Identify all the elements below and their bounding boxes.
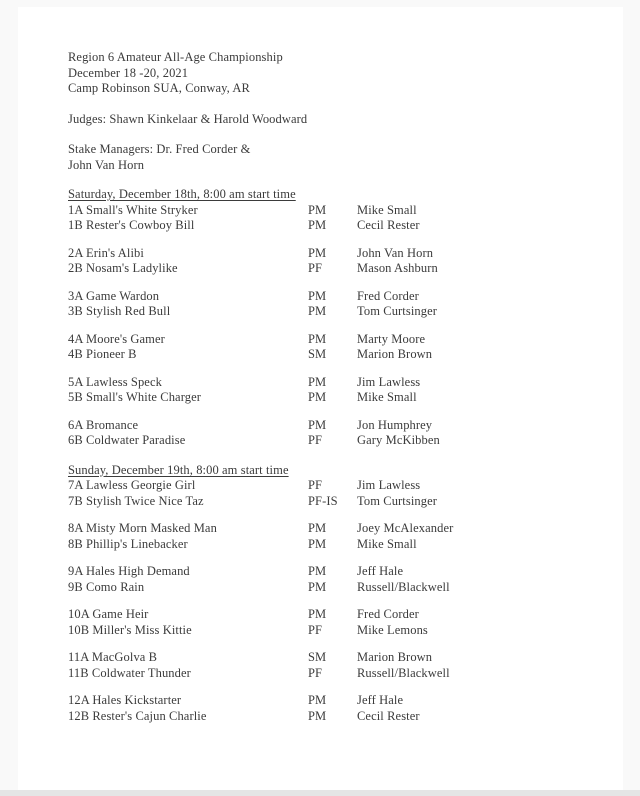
entry-group: [68, 564, 605, 595]
entry-code: PM: [308, 417, 327, 432]
entry-handler: Jeff Hale: [357, 693, 404, 707]
stake-managers-line-1: Stake Managers: Dr. Fred Corder &: [68, 142, 251, 156]
entry-name: 4A Moore's Gamer: [68, 331, 165, 346]
entry-code: PM: [308, 390, 327, 404]
entry-name: 1B Rester's Cowboy Bill: [68, 218, 195, 232]
schedule-section: [68, 463, 605, 725]
entry-handler: Cecil Rester: [357, 708, 420, 723]
doc-location: Camp Robinson SUA, Conway, AR: [68, 81, 250, 95]
entry-handler: John Van Horn: [357, 245, 434, 260]
entry-handler: Mike Lemons: [357, 622, 428, 637]
judges-line: Judges: Shawn Kinkelaar & Harold Woodward: [68, 111, 308, 126]
doc-dates: December 18 -20, 2021: [68, 65, 189, 80]
entry-row: [68, 289, 605, 305]
entry-row: [68, 347, 605, 363]
entry-name: 2A Erin's Alibi: [68, 245, 144, 260]
entry-name: 6B Coldwater Paradise: [68, 433, 186, 447]
entry-handler: Russell/Blackwell: [357, 665, 450, 680]
entry-group: [68, 332, 605, 363]
entry-row: [68, 418, 605, 434]
entry-code: PM: [308, 304, 327, 318]
entry-handler: Mason Ashburn: [357, 261, 438, 275]
entry-group: [68, 607, 605, 638]
entry-code: PM: [308, 218, 327, 232]
entry-row: [68, 650, 605, 666]
entry-handler: Russell/Blackwell: [357, 579, 450, 594]
section-heading: Saturday, December 18th, 8:00 am start time: [68, 187, 296, 201]
entry-code: SM: [308, 650, 327, 664]
entry-row: [68, 375, 605, 391]
entry-name: 11A MacGolva B: [68, 650, 158, 664]
entry-row: [68, 564, 605, 580]
entry-name: 10B Miller's Miss Kittie: [68, 622, 192, 637]
entry-group: [68, 203, 605, 234]
entry-group: [68, 478, 605, 509]
entry-code: PF: [308, 622, 323, 637]
section-groups: [68, 203, 605, 449]
entry-name: 9B Como Rain: [68, 579, 145, 594]
entry-code: PM: [308, 521, 327, 535]
entry-handler: Jim Lawless: [357, 374, 421, 389]
entry-handler: Fred Corder: [357, 288, 419, 303]
entry-row: [68, 693, 605, 709]
entry-row: [68, 203, 605, 219]
entry-name: 6A Bromance: [68, 417, 139, 432]
entry-code: PM: [308, 693, 327, 707]
document-content: [18, 7, 623, 724]
entry-name: 8B Phillip's Linebacker: [68, 536, 188, 551]
entry-row: [68, 433, 605, 449]
entry-handler: Mike Small: [357, 390, 417, 404]
entry-code: PF: [308, 478, 323, 492]
entry-row: [68, 666, 605, 682]
entry-name: 3A Game Wardon: [68, 288, 160, 303]
entry-row: [68, 304, 605, 320]
entry-code: PM: [308, 564, 327, 578]
entry-code: PM: [308, 288, 327, 303]
entry-code: PM: [308, 202, 327, 217]
entry-row: [68, 607, 605, 623]
entry-name: 7A Lawless Georgie Girl: [68, 478, 196, 492]
entry-name: 4B Pioneer B: [68, 347, 137, 361]
entry-group: [68, 521, 605, 552]
schedule-section: [68, 187, 605, 449]
entry-group: [68, 375, 605, 406]
entry-row: [68, 580, 605, 596]
entry-code: PF: [308, 665, 323, 680]
entry-row: [68, 537, 605, 553]
entry-row: [68, 478, 605, 494]
entry-name: 2B Nosam's Ladylike: [68, 261, 178, 275]
schedule: [68, 187, 605, 724]
entry-code: PM: [308, 245, 327, 260]
entry-name: 5B Small's White Charger: [68, 390, 201, 404]
spacer: [68, 127, 605, 142]
entry-handler: Cecil Rester: [357, 218, 420, 232]
entry-name: 3B Stylish Red Bull: [68, 304, 171, 318]
entry-name: 1A Small's White Stryker: [68, 202, 198, 217]
entry-name: 12A Hales Kickstarter: [68, 693, 182, 707]
entry-handler: Fred Corder: [357, 607, 419, 621]
entry-code: PM: [308, 579, 327, 594]
entry-handler: Joey McAlexander: [357, 521, 454, 535]
entry-row: [68, 390, 605, 406]
entry-row: [68, 521, 605, 537]
entry-row: [68, 246, 605, 262]
entry-code: PF: [308, 433, 323, 447]
entry-group: [68, 246, 605, 277]
entry-code: PM: [308, 708, 327, 723]
entry-code: SM: [308, 347, 327, 361]
doc-title: Region 6 Amateur All-Age Championship: [68, 50, 283, 64]
entry-row: [68, 218, 605, 234]
entry-row: [68, 709, 605, 725]
entry-code: PM: [308, 536, 327, 551]
entry-name: 12B Rester's Cajun Charlie: [68, 708, 207, 723]
entry-handler: Tom Curtsinger: [357, 304, 438, 318]
entry-handler: Tom Curtsinger: [357, 493, 438, 508]
entry-group: [68, 418, 605, 449]
entry-handler: Mike Small: [357, 202, 417, 217]
entry-name: 5A Lawless Speck: [68, 374, 162, 389]
document-page: [18, 7, 623, 790]
entry-row: [68, 623, 605, 639]
entry-handler: Gary McKibben: [357, 433, 440, 447]
entry-handler: Mike Small: [357, 536, 417, 551]
entry-group: [68, 650, 605, 681]
entry-handler: Jeff Hale: [357, 564, 404, 578]
entry-handler: Jon Humphrey: [357, 417, 433, 432]
entry-code: PM: [308, 607, 327, 621]
entry-code: PM: [308, 374, 327, 389]
entry-name: 8A Misty Morn Masked Man: [68, 521, 217, 535]
entry-handler: Marion Brown: [357, 347, 433, 361]
entry-name: 11B Coldwater Thunder: [68, 665, 191, 680]
page-bottom-strip: [0, 790, 640, 796]
entry-row: [68, 261, 605, 277]
entry-code: PM: [308, 331, 327, 346]
entry-name: 9A Hales High Demand: [68, 564, 190, 578]
entry-name: 7B Stylish Twice Nice Taz: [68, 493, 204, 508]
entry-row: [68, 332, 605, 348]
entry-code: PF-IS: [308, 493, 338, 508]
entry-group: [68, 693, 605, 724]
entry-group: [68, 289, 605, 320]
entry-handler: Marty Moore: [357, 331, 426, 346]
entry-row: [68, 494, 605, 510]
entry-handler: Jim Lawless: [357, 478, 421, 492]
entry-code: PF: [308, 261, 323, 275]
section-heading: Sunday, December 19th, 8:00 am start time: [68, 462, 289, 477]
stake-managers-line-2: John Van Horn: [68, 157, 145, 172]
entry-name: 10A Game Heir: [68, 607, 149, 621]
entry-handler: Marion Brown: [357, 650, 433, 664]
spacer: [68, 97, 605, 112]
section-groups: [68, 478, 605, 724]
